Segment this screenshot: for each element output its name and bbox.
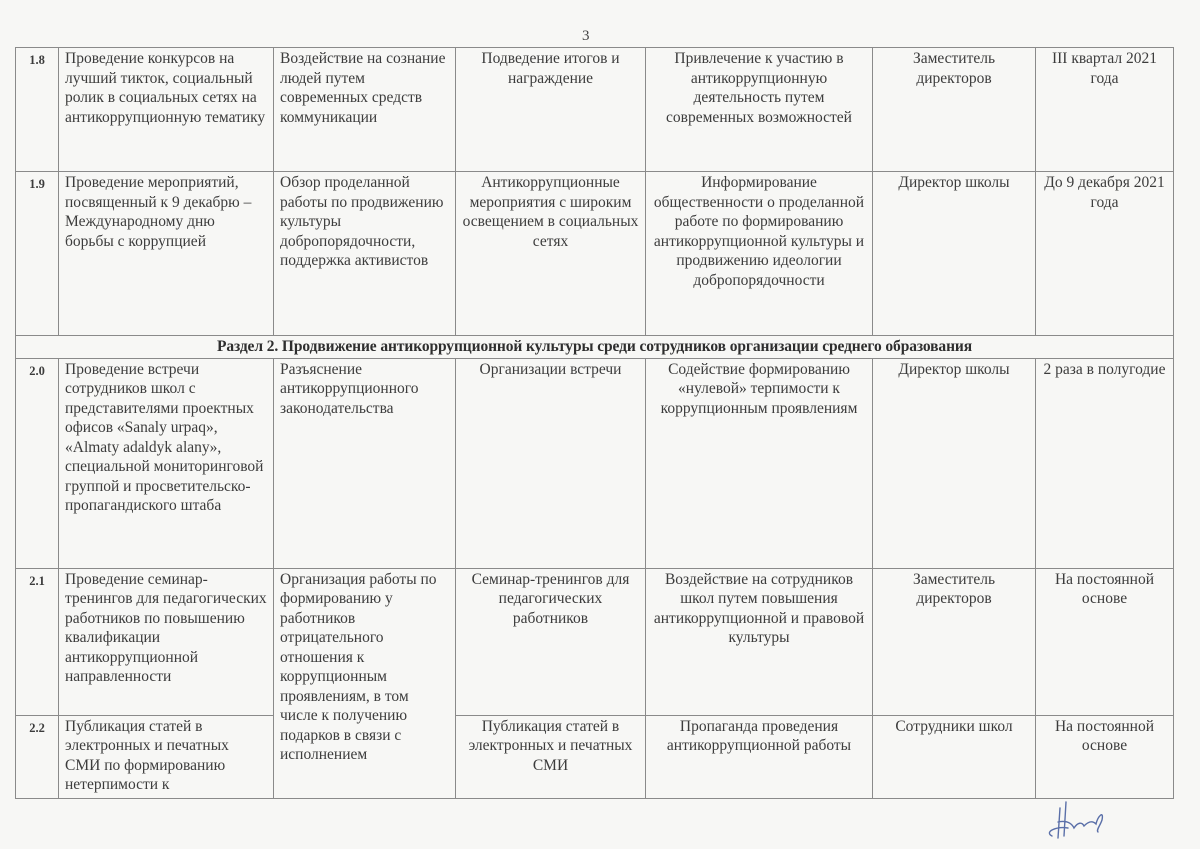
result-cell: Информирование общественности о проделанной работе по формированию антикоррупционной культуры и продвижению идеологии добропорядочности (646, 172, 873, 336)
goal-cell: Воздействие на сознание людей путем современных средств коммуникации (274, 48, 456, 172)
result-cell: Привлечение к участию в антикоррупционную деятельность путем современных возможностей (646, 48, 873, 172)
row-number: 2.2 (16, 715, 59, 798)
table-row (16, 568, 1174, 715)
responsible-cell: Сотрудники школ (873, 715, 1036, 798)
deadline-cell: III квартал 2021 года (1036, 48, 1174, 172)
row-number: 1.9 (16, 172, 59, 336)
measure-cell: Проведение мероприятий, посвященный к 9 декабрю – Международному дню борьбы с коррупцией (59, 172, 274, 336)
goal-cell: Разъяснение антикоррупционного законодательства (274, 358, 456, 568)
table-row (16, 715, 1174, 798)
row-number: 2.1 (16, 568, 59, 715)
table-row (16, 48, 1174, 172)
form-cell: Публикация статей в электронных и печатных СМИ (456, 715, 646, 798)
deadline-cell: До 9 декабря 2021 года (1036, 172, 1174, 336)
section-title: Раздел 2. Продвижение антикоррупционной культуры среди сотрудников организации среднего образования (16, 336, 1174, 359)
result-cell: Воздействие на сотрудников школ путем повышения антикоррупционной и правовой культуры (646, 568, 873, 715)
responsible-cell: Директор школы (873, 172, 1036, 336)
responsible-cell: Заместитель директоров (873, 568, 1036, 715)
goal-cell: Организация работы по формированию у работников отрицательного отношения к коррупционным проявлениям, в том числе к получению подарков в связи с исполнением (274, 568, 456, 798)
measure-cell: Проведение конкурсов на лучший тикток, социальный ролик в социальных сетях на антикоррупционную тематику (59, 48, 274, 172)
page-number: 3 (582, 28, 590, 44)
handwritten-signature (1038, 792, 1118, 842)
responsible-cell: Заместитель директоров (873, 48, 1036, 172)
goal-cell: Обзор проделанной работы по продвижению культуры добропорядочности, поддержка активистов (274, 172, 456, 336)
section-header-row (16, 336, 1174, 359)
result-cell: Пропаганда проведения антикоррупционной работы (646, 715, 873, 798)
table-row (16, 172, 1174, 336)
measure-cell: Публикация статей в электронных и печатных СМИ по формированию нетерпимости к (59, 715, 274, 798)
measure-cell: Проведение семинар-тренингов для педагогических работников по повышению квалификации антикоррупционной направленности (59, 568, 274, 715)
measure-cell: Проведение встречи сотрудников школ с представителями проектных офисов «Sanaly urpaq», «Almaty adaldyk alany», специальной мониторинговой группой и просветительско-пропагандиского штаба (59, 358, 274, 568)
row-number: 1.8 (16, 48, 59, 172)
form-cell: Подведение итогов и награждение (456, 48, 646, 172)
deadline-cell: На постоянной основе (1036, 715, 1174, 798)
responsible-cell: Директор школы (873, 358, 1036, 568)
form-cell: Организации встречи (456, 358, 646, 568)
row-number: 2.0 (16, 358, 59, 568)
deadline-cell: На постоянной основе (1036, 568, 1174, 715)
deadline-cell: 2 раза в полугодие (1036, 358, 1174, 568)
form-cell: Семинар-тренингов для педагогических работников (456, 568, 646, 715)
action-plan-table (15, 47, 1174, 799)
result-cell: Содействие формированию «нулевой» терпимости к коррупционным проявлениям (646, 358, 873, 568)
table-row (16, 358, 1174, 568)
form-cell: Антикоррупционные мероприятия с широким освещением в социальных сетях (456, 172, 646, 336)
